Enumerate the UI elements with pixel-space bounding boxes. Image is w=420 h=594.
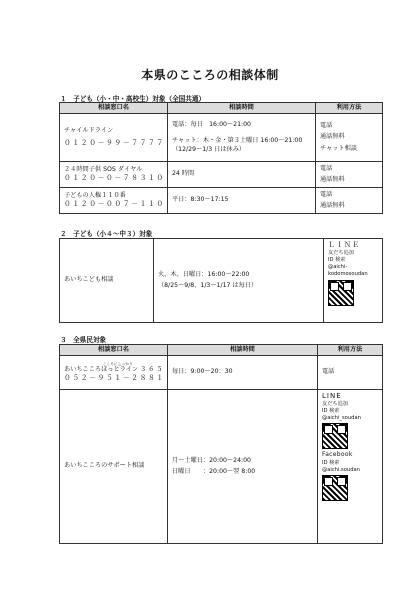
table-row — [60, 114, 383, 162]
window-name: あいちこども相談 — [64, 276, 114, 284]
window-name-cell — [60, 114, 168, 162]
section-3-heading: ３ 全県民対象 — [60, 336, 107, 344]
phone-number: ０５２－９５１－２８８１ — [64, 374, 165, 383]
table-row — [60, 356, 383, 390]
time-cell — [168, 114, 316, 162]
time-line: 平日：8:30～17:15 — [172, 196, 229, 204]
time-line: 24 時間 — [172, 170, 195, 178]
use-cell — [318, 356, 383, 390]
table-row — [60, 188, 383, 214]
section-1-heading: １ 子ども（小・中・高校生）対象（全国共通） — [60, 95, 206, 103]
header-time: 相談時間 — [168, 103, 316, 114]
use-line: @aichi.soudan — [322, 466, 360, 473]
time-cell — [168, 390, 318, 544]
use-cell — [316, 114, 383, 162]
section-2-table — [59, 238, 383, 323]
header-use: 利用方法 — [316, 103, 383, 114]
header-name: 相談窓口名 — [60, 103, 168, 114]
phone-number: ０１２０－００７－１１０ — [64, 200, 165, 209]
facebook-title: Facebook — [322, 451, 353, 459]
use-line: 電話 — [320, 191, 333, 199]
time-cell — [168, 356, 318, 390]
window-name: 子どもの人権１１０番 — [64, 191, 126, 199]
use-cell — [318, 390, 383, 544]
section-2-heading: ２ 子ども（小４～中３）対象 — [60, 230, 153, 238]
time-line: （8/25～9/8、1/3～1/17 は毎日） — [158, 282, 258, 289]
window-name: あいちこころのサポート相談 — [64, 462, 145, 470]
section-1-table — [59, 102, 383, 214]
time-line: 毎日：9:00～20：30 — [172, 368, 233, 376]
use-cell — [324, 239, 383, 323]
qr-code-icon — [322, 475, 348, 501]
use-line: 電話 — [322, 368, 335, 376]
line-title: ＬＩＮＥ — [328, 241, 360, 249]
use-line: 電話 — [320, 121, 333, 129]
table-header-row — [60, 345, 383, 356]
header-name: 相談窓口名 — [60, 345, 168, 356]
window-name: あいちこころほっとライン ３ ６ ５ — [64, 365, 163, 373]
time-line: 火、木、日曜日：16:00～22:00 — [158, 270, 250, 278]
header-time: 相談時間 — [168, 345, 318, 356]
table-row — [60, 239, 383, 323]
time-cell — [168, 188, 316, 214]
use-line: 通話無料 — [320, 133, 345, 141]
window-name: ２４時間子供 SOS ダイヤル — [64, 165, 143, 173]
window-name-cell — [60, 162, 168, 188]
time-line: 電話：毎日 16:00～21:00 — [172, 120, 251, 128]
time-line: （12/29～1/3 日は休み） — [172, 145, 246, 153]
window-name: チャイルドライン — [64, 126, 114, 134]
window-name-cell — [60, 390, 168, 544]
time-cell — [154, 239, 324, 323]
use-line: ID 検索 — [328, 257, 346, 264]
use-line: 友だち追加 — [328, 250, 354, 257]
window-name-cell — [60, 188, 168, 214]
table-row — [60, 162, 383, 188]
use-line: 電話 — [320, 165, 333, 173]
use-line: チャット相談 — [320, 144, 357, 152]
use-line: ID 検索 — [322, 459, 340, 466]
use-line: @aichi- — [328, 264, 348, 271]
time-line: 日曜日 ：20:00～翌 8:00 — [172, 468, 256, 475]
use-cell — [316, 162, 383, 188]
use-line: 通話無料 — [320, 201, 345, 209]
use-line: ID 検索 — [322, 408, 340, 415]
phone-number: ０１２０－９９－７７７７ — [64, 139, 165, 148]
header-use: 利用方法 — [318, 345, 383, 356]
use-line: @aichi_soudan — [322, 415, 361, 422]
qr-code-icon — [328, 280, 354, 306]
use-line: 通話無料 — [320, 175, 345, 183]
time-cell — [168, 162, 316, 188]
use-line: 友だち追加 — [322, 401, 348, 408]
window-name-cell — [60, 356, 168, 390]
table-row — [60, 390, 383, 544]
line-title: LINE — [322, 392, 342, 400]
qr-code-icon — [322, 423, 348, 449]
window-name-cell — [60, 239, 154, 323]
page-title: 本県のこころの相談体制 — [141, 68, 279, 82]
use-cell — [316, 188, 383, 214]
time-line: チャット：木・金・第３土曜日 16:00～21:00 — [172, 137, 303, 145]
table-header-row — [60, 103, 383, 114]
time-line: 月～土曜日：20:00～24:00 — [172, 456, 251, 464]
ruby-text: こころにしっかり — [102, 361, 133, 366]
use-line: kodomosoudan — [328, 271, 368, 278]
phone-number: ０１２０－０－７８３１０ — [64, 174, 165, 183]
section-3-table — [59, 344, 383, 544]
